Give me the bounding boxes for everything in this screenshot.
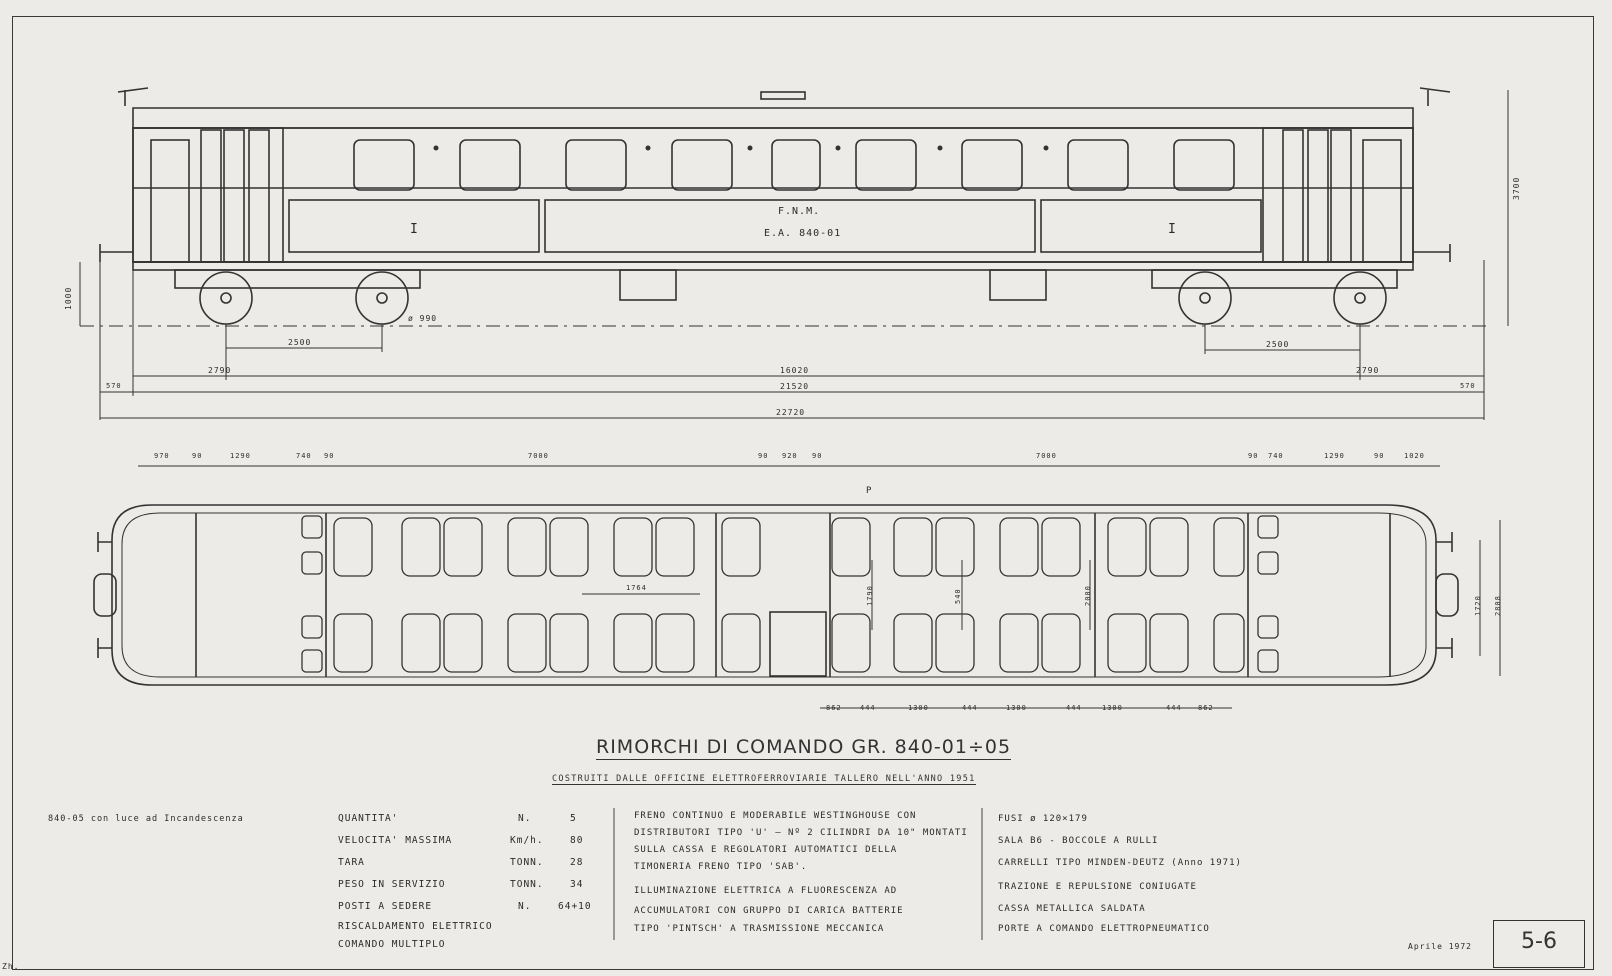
dim-bottom-label: 1300 <box>908 704 929 712</box>
spec-label: TARA <box>338 857 365 868</box>
owner-marking: F.N.M. <box>778 206 821 217</box>
note-line: SULLA CASSA E REGOLATORI AUTOMATICI DELLA <box>634 845 898 855</box>
seat-row-upper <box>334 518 1244 576</box>
dim-bottom-label: 1300 <box>1102 704 1123 712</box>
dim-overhang-left: 2790 <box>208 366 232 375</box>
section-mark: P <box>866 486 873 496</box>
note-line: ACCUMULATORI CON GRUPPO DI CARICA BATTERIE <box>634 906 904 916</box>
dim-top-label: 90 <box>324 452 335 460</box>
dim-overall-length: 22720 <box>776 408 806 417</box>
dim-buffer-left: 570 <box>106 382 122 390</box>
dim-underframe: 1000 <box>64 286 73 310</box>
battery-box <box>620 270 676 300</box>
spec-label: QUANTITA' <box>338 813 399 824</box>
panel-right <box>1041 200 1261 252</box>
brake-notes <box>634 808 968 938</box>
note-line: SALA B6 - BOCCOLE A RULLI <box>998 836 1159 846</box>
spec-label: POSTI A SEDERE <box>338 901 433 912</box>
drawing-date: Aprile 1972 <box>1408 942 1472 951</box>
seating-layout <box>302 516 1278 672</box>
roof <box>133 108 1413 128</box>
dim-overhang-right: 2790 <box>1356 366 1380 375</box>
dim-top-label: 90 <box>1374 452 1385 460</box>
equipment-box <box>990 270 1046 300</box>
note-line: PORTE A COMANDO ELETTROPNEUMATICO <box>998 924 1210 934</box>
dim-top-label: 90 <box>758 452 769 460</box>
dim-seat-pitch: 1764 <box>626 584 647 592</box>
dim-top-label: 1290 <box>1324 452 1345 460</box>
bogie-right <box>1152 270 1397 324</box>
dim-bogie-centers: 16020 <box>780 366 810 375</box>
spec-row <box>338 852 600 874</box>
equipment-notes <box>998 808 1242 938</box>
spec-row <box>338 808 600 830</box>
note-line: TRAZIONE E REPULSIONE CONIUGATE <box>998 882 1197 892</box>
specs-table <box>338 808 600 954</box>
dim-bottom-label: 444 <box>1166 704 1182 712</box>
spec-row <box>338 918 600 936</box>
spec-row <box>338 896 600 918</box>
spec-unit: TONN. <box>510 879 544 890</box>
dim-top-label: 920 <box>782 452 798 460</box>
dim-top-label: 7000 <box>528 452 549 460</box>
car-outline <box>112 505 1436 685</box>
dim-top-label: 740 <box>1268 452 1284 460</box>
dim-body-length: 21520 <box>780 382 810 391</box>
spec-unit: Km/h. <box>510 835 544 846</box>
dim-top-label: 90 <box>812 452 823 460</box>
incandescent-note: 840-05 con luce ad Incandescenza <box>48 814 244 824</box>
dim-bottom-label: 444 <box>962 704 978 712</box>
car-body <box>133 128 1413 262</box>
page-number: 5-6 <box>1521 929 1557 954</box>
spec-row <box>338 874 600 896</box>
spec-label: RISCALDAMENTO ELETTRICO <box>338 921 493 932</box>
page-number-box <box>1493 920 1585 968</box>
dim-wheel: ø 990 <box>408 314 438 323</box>
spec-value: 80 <box>570 835 584 846</box>
spec-unit: TONN. <box>510 857 544 868</box>
dim-section-b: 2000 <box>1084 585 1092 606</box>
corner-mark: Zh. <box>2 962 20 971</box>
class-marking-right: I <box>1168 222 1177 237</box>
dim-top-label: 1290 <box>230 452 251 460</box>
spec-unit: N. <box>518 901 532 912</box>
note-line: TIPO 'PINTSCH' A TRASMISSIONE MECCANICA <box>634 924 885 934</box>
folding-seats <box>302 516 1278 672</box>
spec-row <box>338 936 600 954</box>
note-line: FRENO CONTINUO E MODERABILE WESTINGHOUSE CON <box>634 811 917 821</box>
drawing-title: RIMORCHI DI COMANDO GR. 840-01÷05 <box>596 736 1012 758</box>
dim-top-label: 7000 <box>1036 452 1057 460</box>
dim-top-label: 1020 <box>1404 452 1425 460</box>
note-line: ILLUMINAZIONE ELETTRICA A FLUORESCENZA AD <box>634 886 898 896</box>
side-windows <box>354 140 1234 190</box>
drawing-subtitle: COSTRUITI DALLE OFFICINE ELETTROFERROVIARIE TALLERO NELL'ANNO 1951 <box>552 774 976 784</box>
dim-bogie-right: 2500 <box>1266 340 1290 349</box>
dim-top-label: 970 <box>154 452 170 460</box>
dim-section-a: 1790 <box>866 585 874 606</box>
dim-height: 3700 <box>1512 176 1521 200</box>
dim-bottom-label: 862 <box>1198 704 1214 712</box>
dim-top-label: 90 <box>192 452 203 460</box>
bogie-left <box>175 270 420 324</box>
dim-bottom-label: 444 <box>860 704 876 712</box>
note-line: CASSA METALLICA SALDATA <box>998 904 1146 914</box>
dim-aisle: 540 <box>954 588 962 604</box>
dim-bottom-label: 1300 <box>1006 704 1027 712</box>
dim-bottom-label: 444 <box>1066 704 1082 712</box>
dim-bogie-left: 2500 <box>288 338 312 347</box>
dim-top-label: 740 <box>296 452 312 460</box>
spec-label: VELOCITA' MASSIMA <box>338 835 453 846</box>
spec-value: 28 <box>570 857 584 868</box>
note-line: TIMONERIA FRENO TIPO 'SAB'. <box>634 862 808 872</box>
note-line: DISTRIBUTORI TIPO 'U' — Nº 2 CILINDRI DA 10" MONTATI <box>634 828 968 838</box>
toilet <box>770 612 826 676</box>
spec-row <box>338 830 600 852</box>
note-line: CARRELLI TIPO MINDEN-DEUTZ (Anno 1971) <box>998 858 1242 868</box>
spec-value: 34 <box>570 879 584 890</box>
spec-unit: N. <box>518 813 532 824</box>
dim-buffer-right: 570 <box>1460 382 1476 390</box>
spec-label: PESO IN SERVIZIO <box>338 879 446 890</box>
class-marking-left: I <box>410 222 419 237</box>
dim-bottom-label: 862 <box>826 704 842 712</box>
spec-label: COMANDO MULTIPLO <box>338 939 446 950</box>
car-number-marking: E.A. 840-01 <box>764 228 842 239</box>
plan-view <box>94 505 1458 685</box>
dim-width-outer: 2808 <box>1494 595 1502 616</box>
dim-width-inner: 1720 <box>1474 595 1482 616</box>
seat-row-lower <box>334 614 1244 672</box>
note-line: FUSI ø 120×179 <box>998 814 1088 824</box>
spec-value: 64+10 <box>558 901 592 912</box>
dim-top-label: 90 <box>1248 452 1259 460</box>
roof-vent <box>761 92 805 99</box>
spec-value: 5 <box>570 813 577 824</box>
